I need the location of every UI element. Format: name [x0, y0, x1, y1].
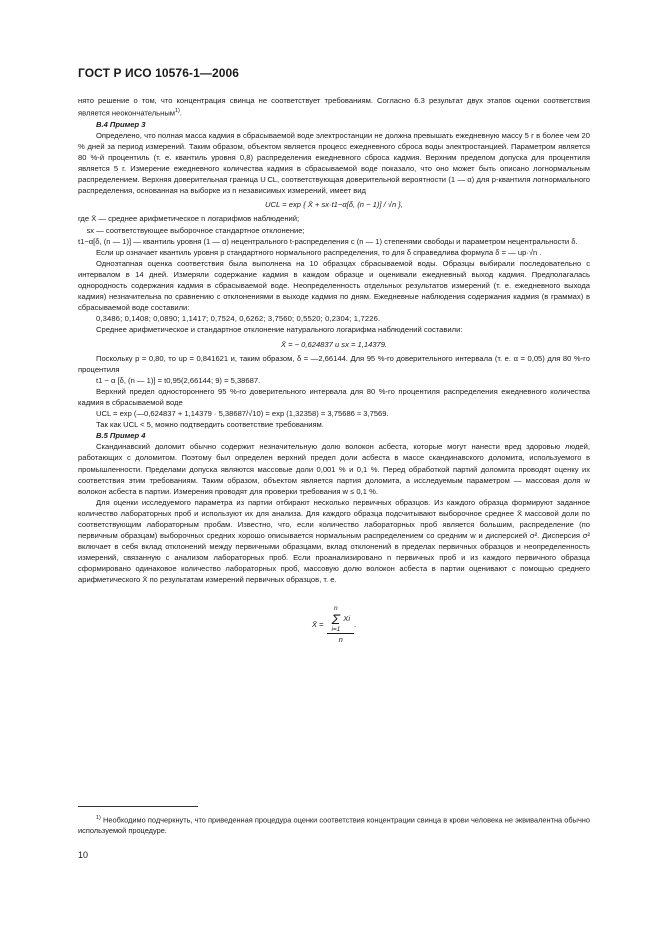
formula-sum-period: . [354, 620, 357, 630]
paragraph-conclusion: Так как UCL < 5, можно подтвердить соответствие требованиям. [96, 420, 324, 430]
formula-sum-lhs: X̄ = [311, 620, 324, 630]
paragraph-b5-1: Скандинавский доломит обычно содержит незначительную долю волокон асбеста, которые могут нанести вред здоровью людей, работающих с доломитом. Поэтому был определен верхний предел доли асбеста в массе скандинавского доломита, используемого в промышленности. Пределами допуска являются массовые доли 0,001 % и 0,1 %. Перед обработкой партий доломита проводят оценку их соответствия этим требованиям. Таким образом, объектом является партия доломита, а исследуемым параметром — массовая доля w волокон асбеста в партии. Измерения проводят для проверки требования w ≤ 0,1 %. [78, 442, 590, 496]
paragraph-b4-1: Определено, что полная масса кадмия в сбрасываемой воде электростанции не должна превышать ежедневную массу 5 г в более чем 20 % дней за период измерений. Таким образом, объектом является процесс ежедневного сброса воды электростанцией. Параметром является 80 %-й процентиль (т. е. квантиль уровня 0,8) распределения ежедневного сброса кадмия. Верхним пределом допуска для процентиля является 5 г. Измерение ежедневного количества кадмия в сбрасываемой воде показало, что оно может быть описано логнормальным распределением. Верхняя доверительная граница U CL, соответствующая доверительной вероятности (1 — α) для p-квантиля логнормального распределения, основанная на выборке из n независимых измерений, имеет вид [78, 130, 590, 196]
definition-t [78, 236, 590, 247]
sigma-symbol: Σ [331, 610, 341, 627]
footnote-text: Необходимо подчеркнуть, что приведенная процедура оценки соответствия концентрации свинца в крови человека не эквивалентна обычно используемой процедуре. [78, 815, 590, 836]
definition-text: квантиль уровня (1 — α) нецентрального t-распределения с (n — 1) степенями свободы и параметром нецентральности δ. [142, 236, 578, 246]
formula-sum-numerator [327, 604, 357, 634]
observations-list: 0,3486; 0,1408; 0,0890; 1,1417; 0,7524, 0,6262; 3,7560; 0,5520; 0,2304; 1,7226. [96, 314, 381, 324]
sum-upper-limit: n [334, 604, 338, 612]
paragraph-up: Если up означает квантиль уровня p стандартного нормального распределения, то для δ справедлива формула δ = — up·√n . [96, 247, 542, 257]
document-body [78, 95, 590, 656]
formula-sum [78, 594, 590, 656]
paragraph-upper: Верхний предел одностороннего 95 %-го доверительного интервала для 80 %-го процентиля распределения ежедневного количества кадмия в сбрасываемой воде [78, 386, 590, 407]
formula-sum-denominator: n [338, 634, 343, 644]
sum-operator [331, 605, 340, 633]
section-heading-b5: В.5 Пример 4 [96, 431, 146, 441]
paragraph-mean-sd: Среднее арифметическое и стандартное отклонение натурального логарифма наблюдений составили: [96, 325, 463, 335]
definition-text: соответствующее выборочное стандартное отклонение; [105, 225, 305, 235]
formula-sum-fraction [327, 604, 357, 645]
intro-text: нято решение о том, что концентрация свинца не соответствует требованиям. Согласно 6.3 результат двух этапов оценки соответствия является неокончательным [78, 96, 590, 118]
definition-term: sx — [78, 225, 106, 235]
sum-lower-limit: i=1 [331, 625, 341, 633]
document-header: ГОСТ Р ИСО 10576-1—2006 [78, 66, 240, 80]
formula-t: t1 − α [δ, (n — 1)] = t0,95(2,66144; 9) = 5,38687. [96, 375, 261, 385]
definition-term: t1−α[δ, (n — 1)] — [78, 236, 143, 246]
formula-ucl: UCL = exp { X̄ + sx·t1−α[δ, (n − 1)] / √n }, [265, 200, 403, 210]
definition-s [78, 225, 590, 236]
definition-term: где X̄ — [78, 214, 109, 224]
paragraph-b4-2: Одноэтапная оценка соответствия была выполнена на 10 образцах сбрасываемой воды. Образцы выбирали последовательно с интервалом в 14 дней. Измеряли содержание кадмия в каждом образце и оценивали ежедневный выход кадмия. Предполагалась однородность содержания кадмия в сбрасываемой воде. Неопределенность отдельных результатов измерений (т. е. ежедневного выхода кадмия) незначительна по сравнению с отклонениями в выходе кадмия по дням. Ежедневные наблюдения содержания кадмия (в граммах) в сбрасываемой воде составили: [78, 258, 590, 313]
footnote [78, 813, 590, 836]
section-heading-b4: В.4 Пример 3 [96, 119, 146, 129]
definition-x [78, 213, 590, 224]
footnote-reference[interactable]: 1) [175, 108, 180, 115]
formula-ucl-value: UCL = exp (—0,624837 + 1,14379 · 5,38687/√10) = exp (1,32358) = 3,75686 ≈ 3,7569. [96, 409, 389, 419]
page-number: 10 [78, 850, 89, 860]
paragraph-since: Поскольку p = 0,80, то up = 0,841621 и, таким образом, δ = —2,66144. Для 95 %-го доверительного интервала (т. е. α = 0,05) для 80 %-го процентиля [78, 353, 590, 374]
intro-paragraph: нято решение о том, что концентрация свинца не соответствует требованиям. Согласно 6.3 результат двух этапов оценки соответствия является неокончательным$^{1)}$. [78, 96, 590, 118]
paragraph-b5-2: Для оценки исследуемого параметра из партии отбирают несколько первичных образцов. Из каждого образца формируют заданное количество лабораторных проб и используют их для анализа. Для каждого образца подсчитывают выборочное среднее X̄ массовой доли по соответствующим лабораторным пробам. Известно, что, если количество лабораторных проб является большим, распределение (по первичным образцам) выборочных средних хорошо описывается нормальным распределением со средним w и дисперсией σ². Дисперсия σ² включает в себя вклад отклонений между первичными образцами, вклад отклонений в пределах первичных образцов и неопределенность измерений, связанную с анализом лабораторных проб. Если проанализировано n первичных проб и из каждого первичного образца сформировано одинаковое количество лабораторных проб, массовую долю волокон асбеста в партии оценивают с помощью среднего арифметического X̄ по результатам измерений первичных образцов, т. е. [78, 497, 590, 585]
footnote-mark: 1) [96, 815, 101, 821]
footnote-divider [78, 806, 198, 807]
definition-text: среднее арифметическое n логарифмов наблюдений; [108, 214, 300, 224]
sum-term: Xi [343, 613, 351, 623]
formula-mean: X̄ = − 0,624837 и sx = 1,14379. [280, 339, 388, 349]
